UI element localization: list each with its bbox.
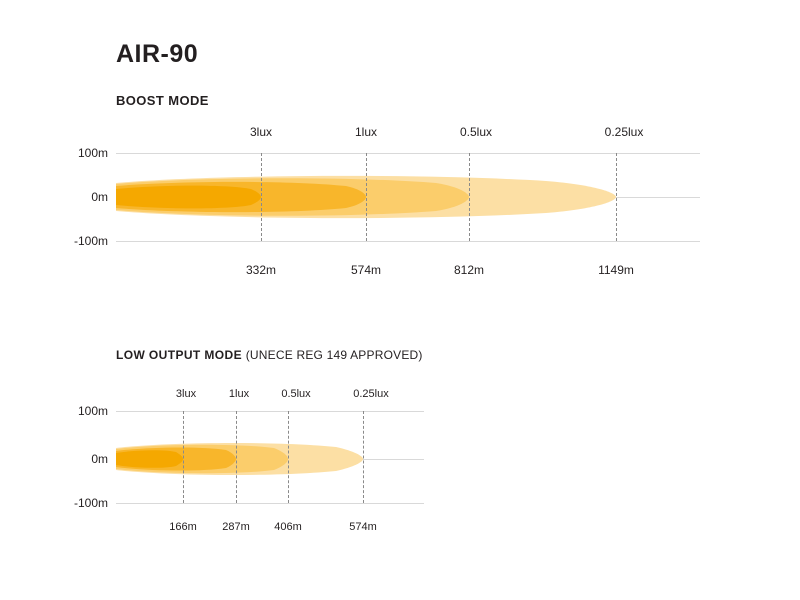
boost-ytick-neg100: -100m: [73, 234, 108, 248]
low-vline-05lux: [288, 411, 289, 503]
low-lux-label-05: 0.5lux: [281, 388, 311, 400]
low-gridline-neg100: [116, 503, 424, 504]
low-dist-label-574: 574m: [349, 521, 377, 533]
page-title: AIR-90: [116, 40, 199, 68]
low-plot-area: [73, 388, 424, 533]
low-ytick-neg100: -100m: [73, 496, 108, 510]
low-dist-label-166: 166m: [169, 521, 197, 533]
chart-low-heading-main: LOW OUTPUT MODE: [116, 348, 246, 362]
low-vline-1lux: [236, 411, 237, 503]
boost-lux-label-05: 0.5lux: [459, 125, 493, 139]
boost-ytick-100: 100m: [77, 146, 108, 160]
low-lux-label-025: 0.25lux: [353, 388, 389, 400]
boost-lux-label-025: 0.25lux: [604, 125, 644, 139]
low-vline-025lux: [363, 411, 364, 503]
boost-dist-label-574: 574m: [350, 263, 382, 277]
chart-low-heading-sub: (UNECE REG 149 APPROVED): [245, 348, 423, 362]
chart-low-heading: [116, 348, 423, 362]
boost-dist-label-812: 812m: [453, 263, 485, 277]
low-dist-label-287: 287m: [222, 521, 250, 533]
low-dist-label-406: 406m: [274, 521, 302, 533]
boost-ytick-0: 0m: [91, 190, 108, 204]
boost-lux-label-1: 1lux: [354, 125, 378, 139]
boost-dist-label-1149: 1149m: [598, 263, 634, 277]
low-ytick-0: 0m: [91, 452, 108, 466]
low-lux-label-1: 1lux: [228, 388, 250, 400]
boost-dist-label-332: 332m: [245, 263, 277, 277]
chart-boost-heading-main: BOOST MODE: [116, 93, 209, 108]
low-beam-graphic: [116, 411, 424, 503]
low-vline-3lux: [183, 411, 184, 503]
low-lux-label-3: 3lux: [175, 388, 197, 400]
boost-lux-label-3: 3lux: [249, 125, 273, 139]
low-ytick-100: 100m: [77, 404, 108, 418]
